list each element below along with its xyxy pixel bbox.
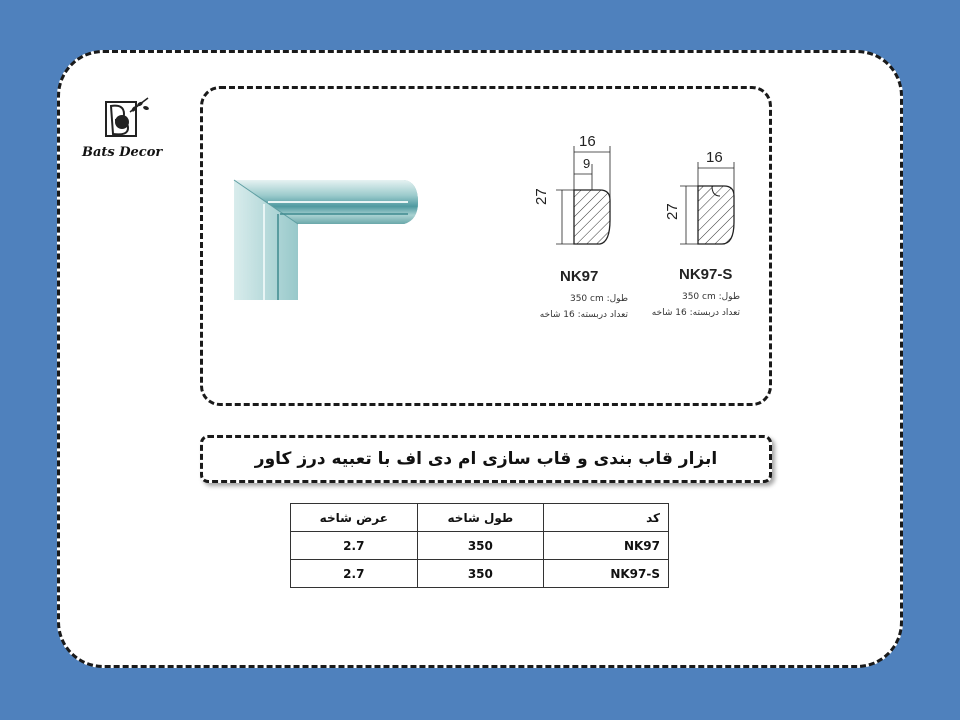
cell-length: 350 [417,560,544,588]
table-header-row [291,504,669,532]
nk97-code-label: NK97 [560,268,599,285]
page-title-text: ابزار قاب بندی و قاب سازی ام دی اف با تعبیه درز کاور [254,449,718,469]
nk97s-code-label: NK97-S [679,266,733,283]
cell-length: 350 [417,532,544,560]
nk97-inner-label: 9 [583,156,591,171]
table-row [291,532,669,560]
cell-code: NK97 [544,532,669,560]
nk97s-pack-text: تعداد دربسته: 16 شاخه [651,308,740,318]
cell-width: 2.7 [291,560,418,588]
header-code: کد [544,504,669,532]
table-row [291,560,669,588]
cell-width: 2.7 [291,532,418,560]
spec-table [290,503,669,588]
corner-moulding-image [228,170,424,304]
nk97-length-text: 350 cm :طول [569,294,628,304]
nk97s-length-text: 350 cm :طول [681,292,740,302]
header-length: طول شاخه [417,504,544,532]
brand-name: Bats Decor [82,145,163,160]
nk97-height-label: 27 [533,188,550,205]
nk97-width-label: 16 [579,133,596,150]
page-title [200,435,772,483]
nk97s-height-label: 27 [664,203,681,220]
nk97-pack-text: تعداد دربسته: 16 شاخه [539,310,628,320]
cell-code: NK97-S [544,560,669,588]
header-width: عرض شاخه [291,504,418,532]
nk97s-width-label: 16 [706,149,723,166]
